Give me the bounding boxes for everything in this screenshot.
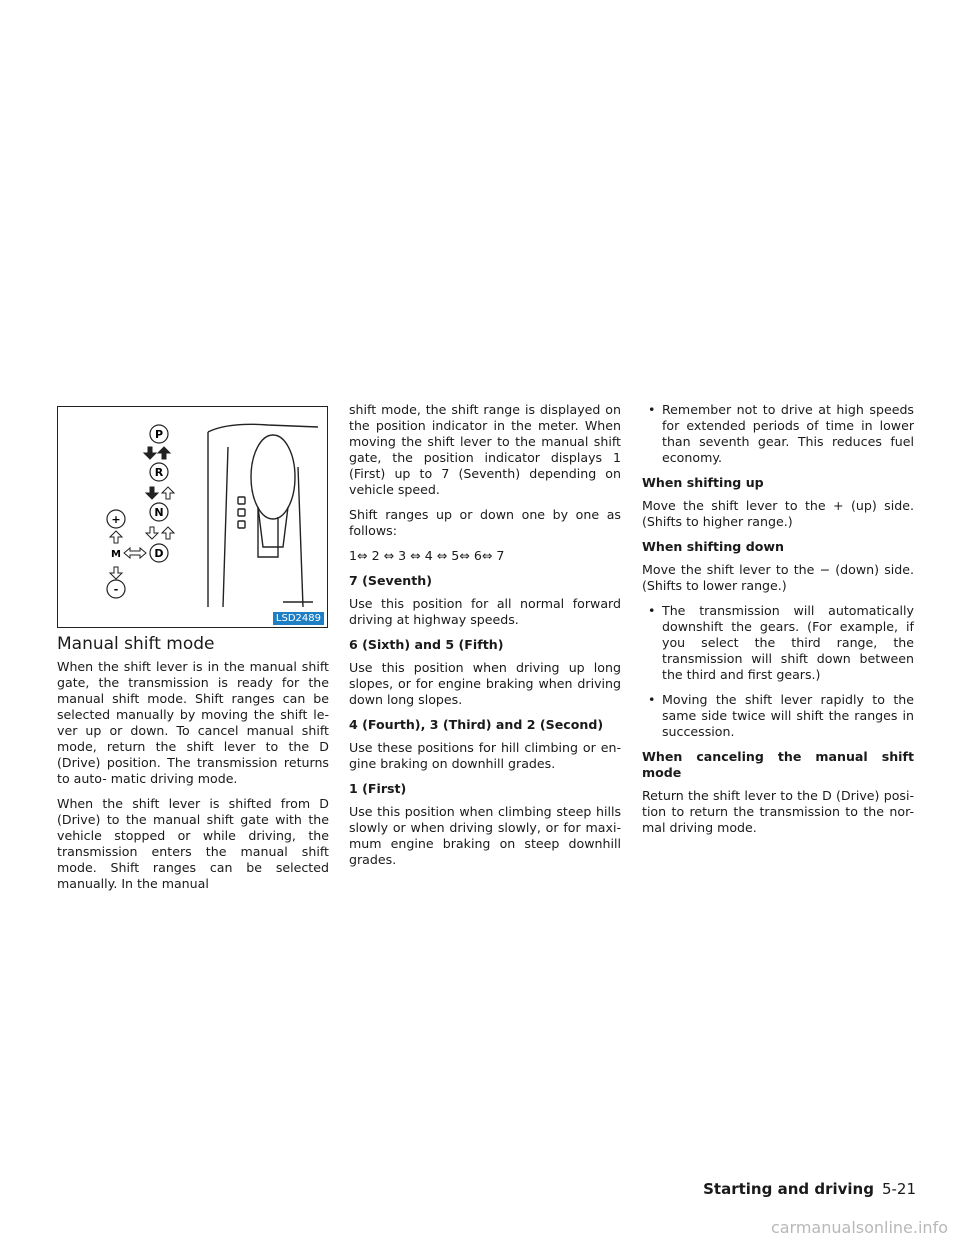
bullet-item: • The transmission will automatically downshift the gears. (For example, if you select the third range, the transmission will shift down between the third and first gears.) <box>642 603 914 683</box>
shift-lever-figure <box>57 406 328 628</box>
paragraph: Return the shift lever to the D (Drive) posi- tion to return the transmission to the nor- mal driving mode. <box>642 788 914 835</box>
footer-section: Starting and driving <box>703 1180 874 1198</box>
shift-diagram <box>58 407 327 627</box>
reverse-label: R <box>154 466 164 479</box>
heading-shifting-down: When shifting down <box>642 539 784 554</box>
paragraph: Use these positions for hill climbing or en- gine braking on downhill grades. <box>349 740 621 771</box>
paragraph: shift mode, the shift range is displayed on the position indicator in the meter. When moving the shift lever to the manual shift gate, the position indicator displays 1 (First) up to 7 (Seventh) depending on vehicle speed. <box>349 402 621 497</box>
figure-code: LSD2489 <box>273 612 324 625</box>
neutral-label: N <box>154 506 164 519</box>
column-3 <box>642 402 914 845</box>
section-title: Manual shift mode <box>57 634 215 654</box>
paragraph: Shift ranges up or down one by one as follows: <box>349 507 621 538</box>
heading-sixth-fifth: 6 (Sixth) and 5 (Fifth) <box>349 637 504 652</box>
gear-sequence: 1⇔ 2 ⇔ 3 ⇔ 4 ⇔ 5⇔ 6⇔ 7 <box>349 548 505 563</box>
page-number: 5-21 <box>881 1180 916 1198</box>
paragraph: When the shift lever is in the manual shift gate, the transmission is ready for the manual shift mode. Shift ranges can be selected manually by moving the shift le- ver up or down. To cancel manual shift mode, return the shift lever to the D (Drive) position. The transmission returns to auto- matic driving mode. <box>57 659 329 786</box>
drive-label: D <box>154 547 164 560</box>
heading-canceling: When canceling the manual shift mode <box>642 749 914 780</box>
paragraph: Use this position when driving up long slopes, or for engine braking when driving down long slopes. <box>349 660 621 707</box>
park-label: P <box>154 428 164 441</box>
watermark: carmanualsonline.info <box>770 1218 948 1237</box>
minus-label: - <box>113 583 119 596</box>
column-2 <box>349 402 621 877</box>
heading-shifting-up: When shifting up <box>642 475 764 490</box>
heading-fourth-third-second: 4 (Fourth), 3 (Third) and 2 (Second) <box>349 717 604 732</box>
paragraph: Use this position for all normal forward driving at highway speeds. <box>349 596 621 627</box>
paragraph: Move the shift lever to the + (up) side. (Shifts to higher range.) <box>642 498 914 529</box>
heading-first: 1 (First) <box>349 781 407 796</box>
paragraph: When the shift lever is shifted from D (Drive) to the manual shift gate with the vehicle stopped or while driving, the transmission enters the manual shift mode. Shift ranges can be selected manually. In the manual <box>57 796 329 891</box>
column-1 <box>57 659 329 901</box>
paragraph: Move the shift lever to the − (down) side. (Shifts to lower range.) <box>642 562 914 593</box>
heading-seventh: 7 (Seventh) <box>349 573 432 588</box>
bullet-item: • Moving the shift lever rapidly to the same side twice will shift the ranges in succession. <box>642 692 914 740</box>
paragraph: Use this position when climbing steep hills slowly or when driving slowly, or for maxi- mum engine braking on steep downhill grades. <box>349 804 621 867</box>
plus-label: + <box>111 513 121 526</box>
manual-label: M <box>111 549 121 560</box>
page-footer <box>703 1180 916 1198</box>
bullet-item: • Remember not to drive at high speeds for extended periods of time in lower than seventh gear. This reduces fuel economy. <box>642 402 914 466</box>
